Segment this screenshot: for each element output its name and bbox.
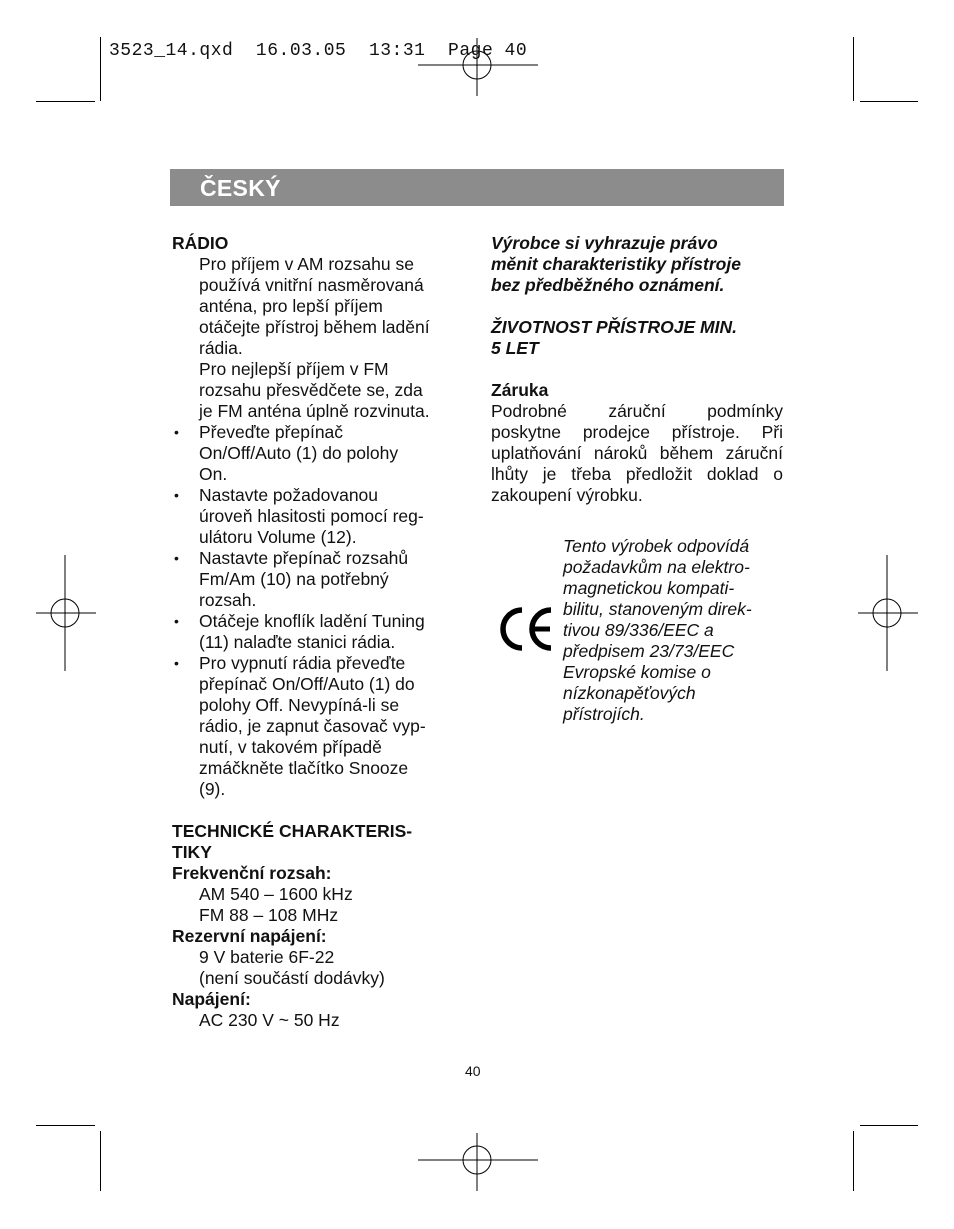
spacer (491, 359, 783, 380)
spec-value-fm: FM 88 – 108 MHz (199, 905, 339, 925)
registration-mark-icon (858, 555, 918, 671)
spec-label-frequency: Frekvenční rozsah: (172, 863, 332, 883)
crop-mark (860, 1125, 918, 1126)
list-item: • Nastavte požadovanou úroveň hlasitosti pomocí reg- ulátoru Volume (12). (172, 485, 472, 548)
list-item: • Otáčeje knoflík ladění Tuning (11) nalaďte stanici rádia. (172, 611, 472, 653)
ce-declaration: Tento výrobek odpovídá požadavkům na elektro- magnetickou kompati- bilitu, stanoveným direk- tivou 89/336/EEC a předpisem 23/73/EEC Evropské komise o nízkonapěťových přístrojích. (563, 536, 752, 724)
spec-value-power: AC 230 V ~ 50 Hz (199, 1010, 340, 1030)
radio-intro: Pro příjem v AM rozsahu se používá vnitřní nasměrovaná anténa, pro lepší příjem otáčejte přístroj během ladění rádia. Pro nejlepší příjem v FM rozsahu přesvědčete se, zda je FM anténa úplně rozvinuta. (199, 254, 430, 421)
list-item: • Pro vypnutí rádia převeďte přepínač On/Off/Auto (1) do polohy Off. Nevypíná-li se rádio, je zapnut časovač vyp- nutí, v takovém případě zmáčkněte tlačítko Snooze (9). (172, 653, 472, 800)
spec-value-battery-note: (není součástí dodávky) (199, 968, 385, 988)
list-item: • Nastavte přepínač rozsahů Fm/Am (10) na potřebný rozsah. (172, 548, 472, 611)
specs-heading: TECHNICKÉ CHARAKTERIS- TIKY (172, 821, 413, 862)
registration-mark-icon (36, 555, 96, 671)
language-title: ČESKÝ (200, 175, 281, 201)
warranty-text: Podrobné záruční podmínky poskytne prodejce přístroje. Při uplatňování nároků během záruční lhůty je třeba předložit doklad o zakoupení výrobku. (491, 401, 783, 505)
ce-mark-icon (497, 606, 555, 652)
file-slug: 3523_14.qxd 16.03.05 13:31 Page 40 (109, 41, 528, 61)
crop-mark (100, 37, 101, 101)
lifetime-notice: ŽIVOTNOST PŘÍSTROJE MIN. 5 LET (491, 317, 737, 358)
crop-mark (36, 101, 95, 102)
spec-label-backup: Rezervní napájení: (172, 926, 327, 946)
spec-value-am: AM 540 – 1600 kHz (199, 884, 353, 904)
radio-steps (172, 422, 472, 800)
left-column (172, 233, 472, 1031)
warranty-heading: Záruka (491, 380, 549, 400)
crop-mark (853, 37, 854, 101)
crop-mark (100, 1131, 101, 1191)
spacer (172, 800, 472, 821)
registration-mark-icon (418, 1133, 538, 1191)
manufacturer-notice: Výrobce si vyhrazuje právo měnit charakteristiky přístroje bez předběžného oznámení. (491, 233, 741, 295)
spacer (491, 296, 783, 317)
crop-mark (853, 1131, 854, 1191)
language-banner (170, 169, 784, 206)
crop-mark (860, 101, 918, 102)
right-column (491, 233, 783, 506)
crop-mark (36, 1125, 95, 1126)
spec-label-power: Napájení: (172, 989, 251, 1009)
spec-value-battery: 9 V baterie 6F-22 (199, 947, 335, 967)
page-number: 40 (465, 1063, 481, 1079)
list-item: • Převeďte přepínač On/Off/Auto (1) do polohy On. (172, 422, 472, 485)
radio-heading: RÁDIO (172, 233, 229, 253)
